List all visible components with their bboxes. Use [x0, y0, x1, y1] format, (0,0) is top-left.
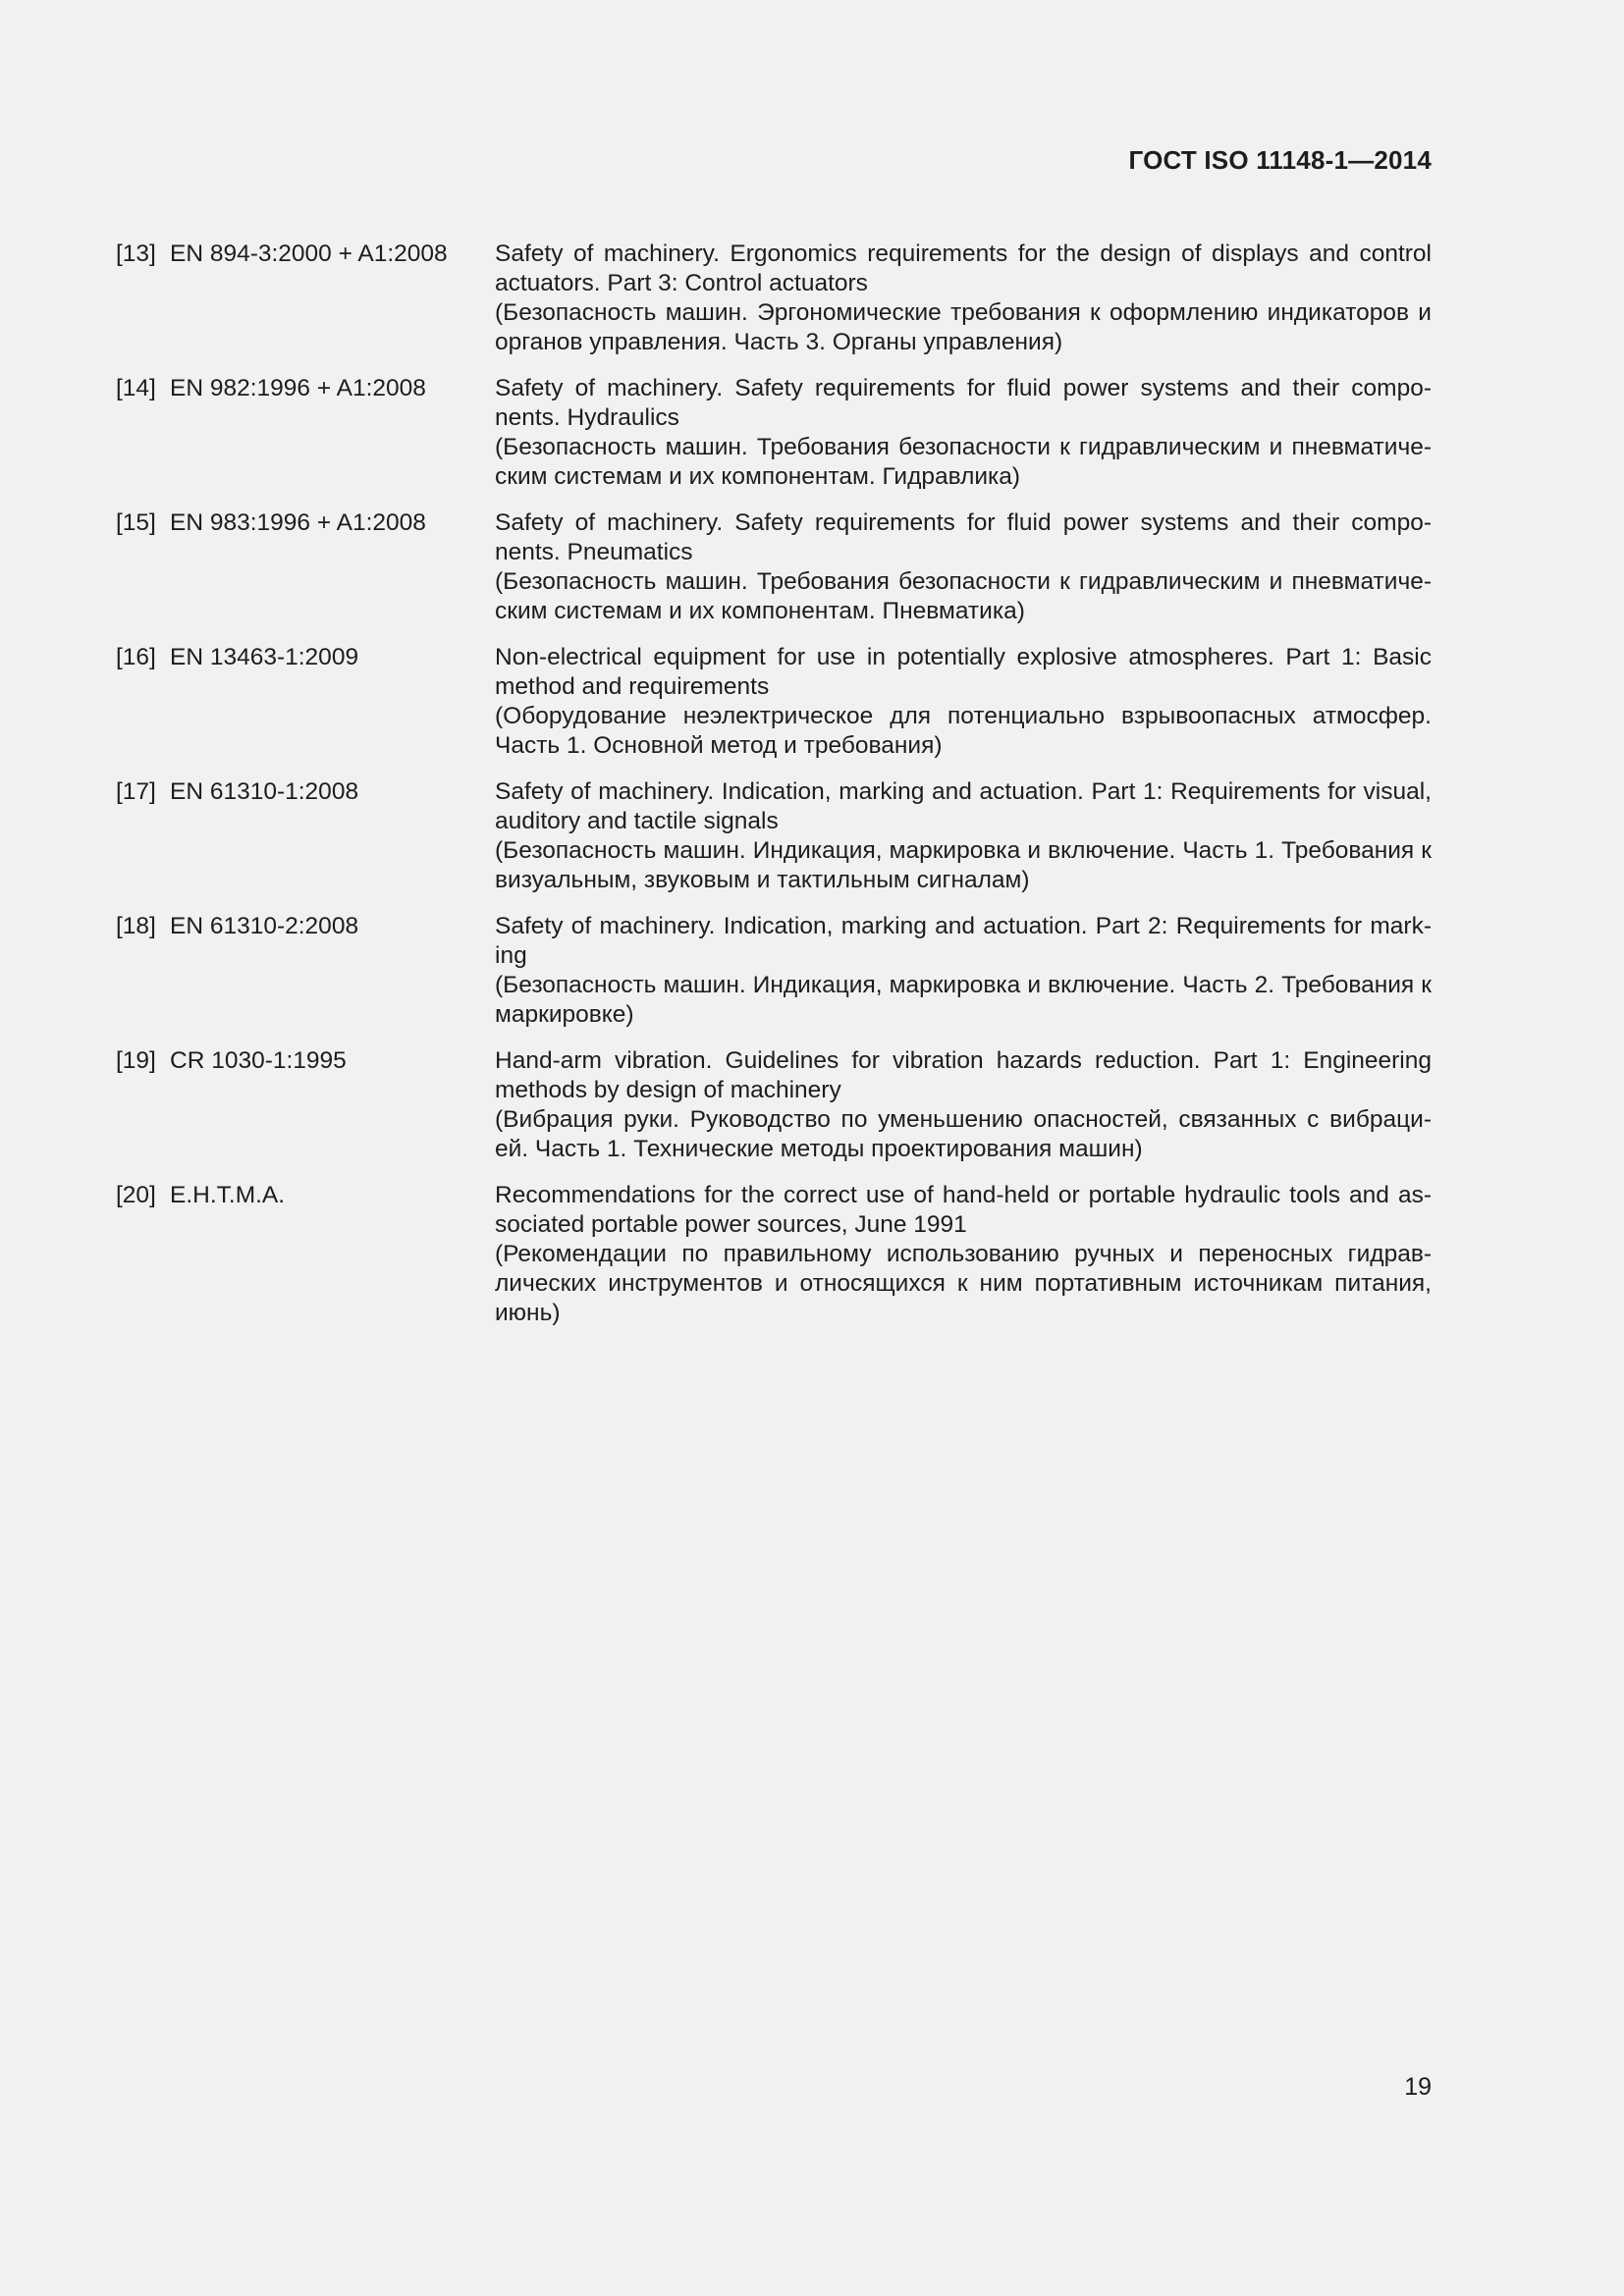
reference-number: [14] [116, 375, 156, 401]
reference-title-ru: (Вибрация руки. Руководство по уменьшению опасностей, связанных с вибраци-ей. Часть 1. Технические методы проектирования машин) [495, 1106, 1432, 1162]
reference-entry [116, 1046, 1432, 1164]
reference-code: EN 982:1996 + A1:2008 [170, 375, 426, 401]
reference-title-en: Hand-arm vibration. Guidelines for vibration hazards reduction. Part 1: Engineering methods by design of machinery [495, 1047, 1432, 1103]
reference-title-ru: (Безопасность машин. Эргономические требования к оформлению индикаторов и органов управления. Часть 3. Органы управления) [495, 299, 1432, 355]
reference-title-ru: (Рекомендации по правильному использованию ручных и переносных гидрав-лических инструментов и относящихся к ним портативным источникам питания, июнь) [495, 1241, 1432, 1326]
reference-title-en: Non-electrical equipment for use in potentially explosive atmospheres. Part 1: Basic method and requirements [495, 644, 1432, 700]
reference-title-ru: (Безопасность машин. Требования безопасности к гидравлическим и пневматиче-ским системам и их компонентам. Гидравлика) [495, 434, 1432, 490]
reference-code: E.H.T.M.A. [170, 1182, 286, 1208]
reference-title-en: Safety of machinery. Indication, marking and actuation. Part 2: Requirements for mark-ing [495, 913, 1432, 969]
reference-number: [15] [116, 509, 156, 536]
reference-entry [116, 1181, 1432, 1328]
reference-code: EN 894-3:2000 + A1:2008 [170, 240, 448, 267]
reference-title-ru: (Безопасность машин. Индикация, маркировка и включение. Часть 1. Требования к визуальным, звуковым и тактильным сигналам) [495, 837, 1432, 893]
reference-code: CR 1030-1:1995 [170, 1047, 347, 1074]
reference-number: [18] [116, 913, 156, 939]
page-number: 19 [1404, 2073, 1432, 2101]
reference-code: EN 61310-2:2008 [170, 913, 359, 939]
reference-entry [116, 777, 1432, 895]
reference-number: [13] [116, 240, 156, 267]
reference-code: EN 61310-1:2008 [170, 778, 359, 805]
reference-entry [116, 374, 1432, 492]
reference-number: [20] [116, 1182, 156, 1208]
reference-entry [116, 912, 1432, 1030]
reference-title-en: Recommendations for the correct use of hand-held or portable hydraulic tools and as-sociated portable power sources, June 1991 [495, 1182, 1432, 1238]
document-header: ГОСТ ISO 11148-1—2014 [1128, 145, 1432, 175]
reference-code: EN 13463-1:2009 [170, 644, 359, 670]
reference-title-ru: (Оборудование неэлектрическое для потенциально взрывоопасных атмосфер. Часть 1. Основной метод и требования) [495, 703, 1432, 759]
reference-number: [19] [116, 1047, 156, 1074]
reference-entry [116, 643, 1432, 761]
reference-entry [116, 240, 1432, 357]
reference-code: EN 983:1996 + A1:2008 [170, 509, 426, 536]
reference-title-en: Safety of machinery. Indication, marking and actuation. Part 1: Requirements for visual, auditory and tactile signals [495, 778, 1432, 834]
reference-number: [17] [116, 778, 156, 805]
reference-title-en: Safety of machinery. Safety requirements for fluid power systems and their compo-nents. Hydraulics [495, 375, 1432, 431]
bibliography-list [116, 240, 1432, 1345]
reference-title-ru: (Безопасность машин. Требования безопасности к гидравлическим и пневматиче-ским системам и их компонентам. Пневматика) [495, 568, 1432, 624]
reference-entry [116, 508, 1432, 626]
reference-title-en: Safety of machinery. Ergonomics requirements for the design of displays and control actuators. Part 3: Control actuators [495, 240, 1432, 296]
reference-number: [16] [116, 644, 156, 670]
reference-title-ru: (Безопасность машин. Индикация, маркировка и включение. Часть 2. Требования к маркировке) [495, 972, 1432, 1028]
reference-title-en: Safety of machinery. Safety requirements for fluid power systems and their compo-nents. Pneumatics [495, 509, 1432, 565]
